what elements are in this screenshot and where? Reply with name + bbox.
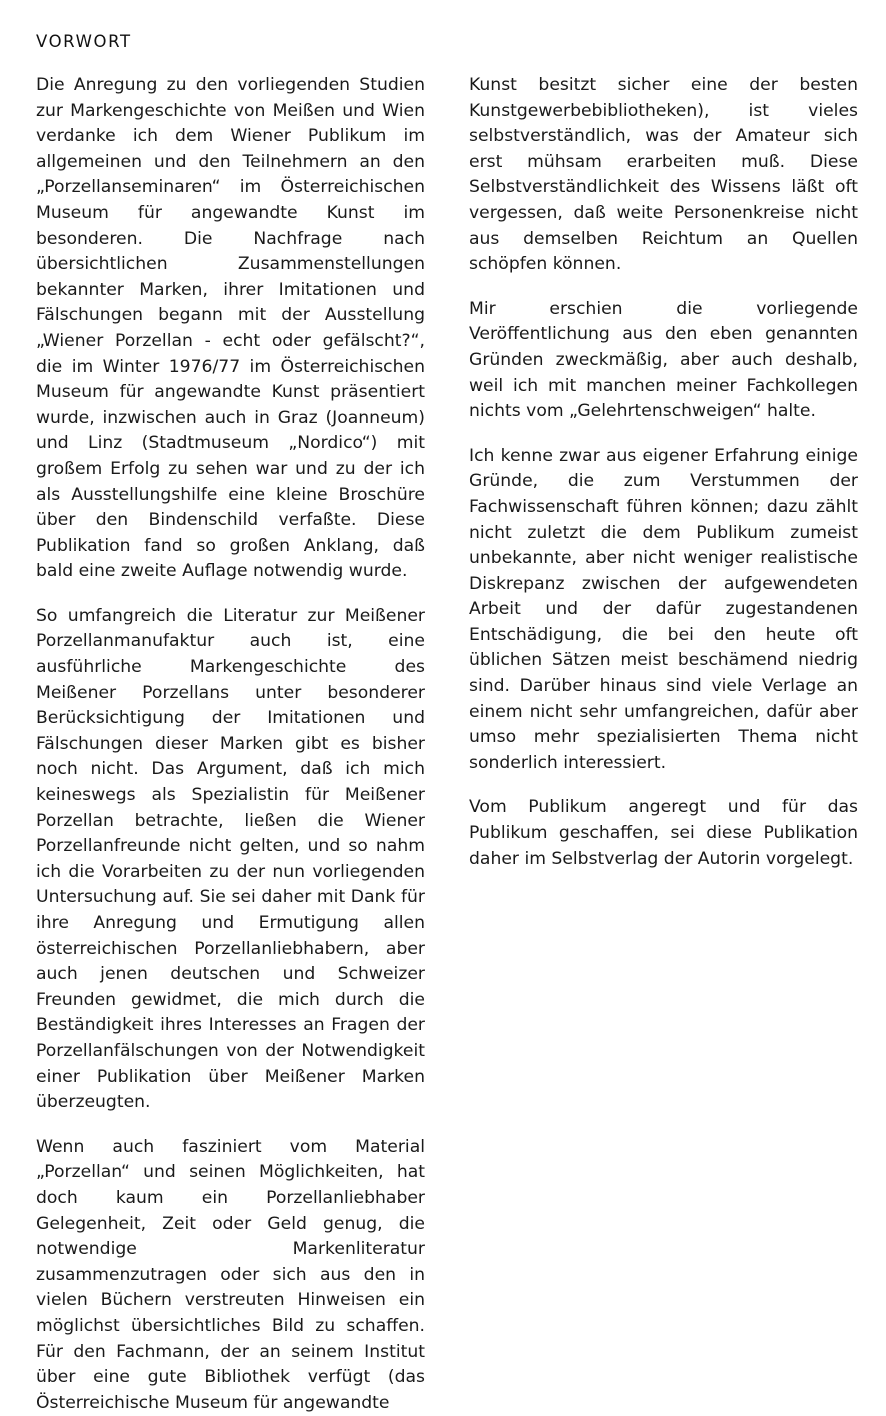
paragraph: Wenn auch fasziniert vom Material „Porzellan“ und seinen Möglichkeiten, hat doch kaum ein Porzellanliebhaber Gelegenheit, Zeit oder Geld genug, die notwendige Markenliteratur zusammenzutragen oder sich aus den in vielen Büchern verstreuten Hinweisen ein möglichst übersichtliches Bild zu schaffen. Für den Fachmann, der an seinem Institut über eine gute Bibliothek verfügt (das Österreichische Museum für angewandte — [36, 1136, 425, 1413]
column-right — [469, 73, 858, 872]
paragraph: Die Anregung zu den vorliegenden Studien zur Markengeschichte von Meißen und Wien verdanke ich dem Wiener Publikum im allgemeinen und den Teilnehmern an den „Porzellanseminaren“ im Österreichischen Museum für angewandte Kunst im besonderen. Die Nachfrage nach übersichtlichen Zusammenstellungen bekannter Marken, ihrer Imitationen und Fälschungen begann mit der Ausstellung „Wiener Porzellan - echt oder gefälscht?“, die im Winter 1976/77 im Österreichischen Museum für angewandte Kunst präsentiert wurde, inzwischen auch in Graz (Joanneum) und Linz (Stadtmuseum „Nordico“) mit großem Erfolg zu sehen war und zu der ich als Ausstellungshilfe eine kleine Broschüre über den Bindenschild verfaßte. Diese Publikation fand so großen Anklang, daß bald eine zweite Auflage notwendig wurde. — [36, 75, 425, 582]
column-left — [36, 73, 425, 1416]
page-title: VORWORT — [36, 32, 132, 51]
paragraph: So umfangreich die Literatur zur Meißener Porzellanmanufaktur auch ist, eine ausführliche Markengeschichte des Meißener Porzellans unter besonderer Berücksichtigung der Imitationen und Fälschungen dieser Marken gibt es bisher noch nicht. Das Argument, daß ich mich keineswegs als Spezialistin für Meißener Porzellan betrachte, ließen die Wiener Porzellanfreunde nicht gelten, und so nahm ich die Vorarbeiten zu der nun vorliegenden Untersuchung auf. Sie sei daher mit Dank für ihre Anregung und Ermutigung allen österreichischen Porzellanliebhabern, aber auch jenen deutschen und Schweizer Freunden gewidmet, die mich durch die Beständigkeit ihres Interesses an Fragen der Porzellanfälschungen von der Notwendigkeit einer Publikation über Meißener Marken überzeugten. — [36, 605, 425, 1113]
paragraph: Kunst besitzt sicher eine der besten Kunstgewerbebibliotheken), ist vieles selbstverständlich, was der Amateur sich erst mühsam erarbeiten muß. Diese Selbstverständlichkeit des Wissens läßt oft vergessen, daß weite Personenkreise nicht aus demselben Reichtum an Quellen schöpfen können. — [469, 75, 858, 275]
paragraph: Mir erschien die vorliegende Veröffentlichung aus den eben genannten Gründen zweckmäßig, aber auch deshalb, weil ich mit manchen meiner Fachkollegen nichts vom „Gelehrtenschweigen“ halte. — [469, 298, 858, 422]
paragraph: Ich kenne zwar aus eigener Erfahrung einige Gründe, die zum Verstummen der Fachwissenschaft führen können; dazu zählt nicht zuletzt die dem Publikum zumeist unbekannte, aber nicht weniger realistische Diskrepanz zwischen der aufgewendeten Arbeit und der dafür zugestandenen Entschädigung, die bei den heute oft üblichen Sätzen meist beschämend niedrig sind. Darüber hinaus sind viele Verlage an einem nicht sehr umfangreichen, dafür aber umso mehr spezialisierten Thema nicht sonderlich interessiert. — [469, 445, 858, 773]
paragraph: Vom Publikum angeregt und für das Publikum geschaffen, sei diese Publikation daher im Selbstverlag der Autorin vorgelegt. — [469, 797, 858, 869]
two-column-body — [36, 73, 858, 1416]
